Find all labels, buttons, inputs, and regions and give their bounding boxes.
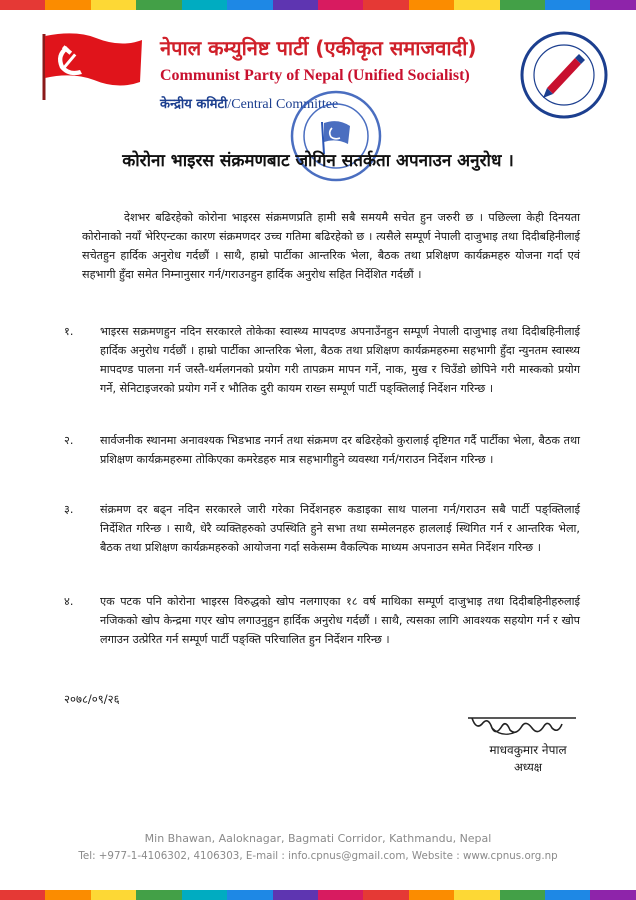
color-band-segment	[545, 890, 590, 900]
color-band-segment	[318, 890, 363, 900]
list-item	[64, 322, 580, 398]
color-band-segment	[409, 0, 454, 10]
color-band-segment	[227, 890, 272, 900]
color-band-segment	[409, 890, 454, 900]
color-band-segment	[590, 890, 635, 900]
signer-block	[478, 741, 578, 775]
color-band-segment	[91, 0, 136, 10]
color-band-segment	[363, 890, 408, 900]
list-item-text: एक पटक पनि कोरोना भाइरस विरुद्धको खोप नलगाएका १८ वर्ष माथिका सम्पूर्ण दाजुभाइ तथा दिदीबहिनीहरुलाई नजिकको खोप केन्द्रमा गएर खोप लगाउनुहुन हार्दिक अनुरोध गर्दछौं । साथै, त्यसका लागि आवश्यक सहयोग गर्न र खोप लगाउन उत्प्रेरित गर्न सम्पूर्ण पार्टी पङ्क्ति परिचालित हुन निर्देशन गरिन्छ ।	[100, 595, 580, 646]
org-name-english: Communist Party of Nepal (Unified Socialist)	[160, 67, 470, 84]
list-item	[64, 500, 580, 557]
color-band-segment	[182, 890, 227, 900]
list-item-number: २.	[64, 434, 74, 447]
list-item-text: भाइरस सक्रमणहुन नदिन सरकारले तोकेका स्वास्थ्य मापदण्ड अपनाउँनहुन सम्पूर्ण नेपाली दाजुभाइ तथा दिदीबहिनीलाई हार्दिक अनुरोध गर्दछौं । हाम्रो पार्टीका आन्तरिक भेला, बैठक तथा प्रशिक्षण कार्यक्रमहरुमा सहभागी हुँदा न्युनतम स्वास्थ्य मापदण्ड पालना गर्न जस्तै-थर्मलगनको प्रयोग गरी तापक्रम मापन गर्ने, नाक, मुख र चिउँडो छोपिने गरी मास्कको प्रयोग गर्ने, सेनिटाइजरको प्रयोग गर्ने र भौतिक दुरी कायम राख्न सम्पूर्ण पार्टी पङ्क्तिलाई निर्देशन गरिन्छ ।	[100, 325, 580, 395]
intro-paragraph: देशभर बढिरहेको कोरोना भाइरस संक्रमणप्रति हामी सबै समयमै सचेत हुन जरुरी छ । पछिल्ला केही दिनयता कोरोनाको नयाँ भेरिएन्टका कारण संक्रमणदर उच्च गतिमा बढिरहेको छ । त्यसैले सम्पूर्ण नेपाली दाजुभाइ तथा दिदीबहिनीलाई सचेतहुन हार्दिक अनुरोध गर्दछौं । साथै, हाम्रो पार्टीका आन्तरिक भेला, बैठक तथा प्रशिक्षण कार्यक्रमहरु योजना गर्दा एवं सहभागी हुँदा समेत निम्नानुसार गर्न/गराउनहुन हार्दिक अनुरोध सहित निर्देशित गर्दछौं ।	[82, 211, 580, 281]
color-band-segment	[136, 890, 181, 900]
list-item-number: ३.	[64, 503, 74, 516]
color-band-segment	[454, 0, 499, 10]
list-item	[64, 592, 580, 649]
list-item-number: ४.	[64, 595, 74, 608]
bottom-color-band	[0, 890, 636, 900]
hammer-sickle-flag-icon	[36, 30, 146, 100]
color-band-segment	[0, 890, 45, 900]
color-band-segment	[500, 0, 545, 10]
color-band-segment	[0, 0, 45, 10]
document-heading: कोरोना भाइरस संक्रमणबाट जोगिन सतर्कता अपनाउन अनुरोध ।	[122, 151, 514, 171]
central-committee-nepali: केन्द्रीय कमिटी	[160, 97, 228, 112]
top-color-band	[0, 0, 636, 10]
color-band-segment	[45, 890, 90, 900]
list-item-number: १.	[64, 325, 74, 338]
signer-title: अध्यक्ष	[513, 760, 543, 774]
list-item-text: संक्रमण दर बढ्न नदिन सरकारले जारी गरेका निर्देशनहरु कडाइका साथ पालना गर्न/गराउन सबै पार्टी पङ्क्तिलाई निर्देशित गरिन्छ । साथै, धेरै व्यक्तिहरुको उपस्थिति हुने सभा तथा सम्मेलनहरु हाललाई स्थिगित गर्न र आन्तरिक भेला, बैठक तथा प्रशिक्षण कार्यक्रमहरुको आयोजना गर्दा सकेसम्म वैकल्पिक माध्यम अपनाउन समेत निर्देशन गरिन्छ ।	[100, 503, 580, 554]
color-band-segment	[363, 0, 408, 10]
color-band-segment	[227, 0, 272, 10]
color-band-segment	[273, 0, 318, 10]
color-band-segment	[45, 0, 90, 10]
color-band-segment	[136, 0, 181, 10]
color-band-segment	[545, 0, 590, 10]
list-item	[64, 431, 580, 469]
footer-contact: Tel: +977-1-4106302, 4106303, E-mail : info.cpnus@gmail.com, Website : www.cpnus.org.np	[78, 850, 558, 862]
document-date: २०७८/०९/२६	[64, 692, 120, 706]
color-band-segment	[454, 890, 499, 900]
org-name-nepali: नेपाल कम्युनिष्ट पार्टी (एकीकृत समाजवादी)	[160, 36, 477, 60]
color-band-segment	[91, 890, 136, 900]
pen-emblem-icon	[519, 30, 609, 120]
footer-address: Min Bhawan, Aaloknagar, Bagmati Corridor, Kathmandu, Nepal	[144, 832, 492, 845]
color-band-segment	[590, 0, 635, 10]
handwritten-signature	[462, 706, 582, 740]
color-band-segment	[182, 0, 227, 10]
color-band-segment	[273, 890, 318, 900]
signer-name: माधवकुमार नेपाल	[489, 743, 567, 757]
color-band-segment	[500, 890, 545, 900]
list-item-text: सार्वजनीक स्थानमा अनावश्यक भिडभाड नगर्न तथा संक्रमण दर बढिरहेको कुरालाई दृष्टिगत गर्दै पार्टीका भेला, बैठक तथा प्रशिक्षण कार्यक्रमहरुमा तोकिएका कमरेडहरु मात्र सहभागीहुने व्यवस्था गर्न/गराउन निर्देशन गरिन्छ ।	[100, 434, 580, 466]
central-committee-english: /Central Committee	[227, 97, 339, 112]
color-band-segment	[318, 0, 363, 10]
